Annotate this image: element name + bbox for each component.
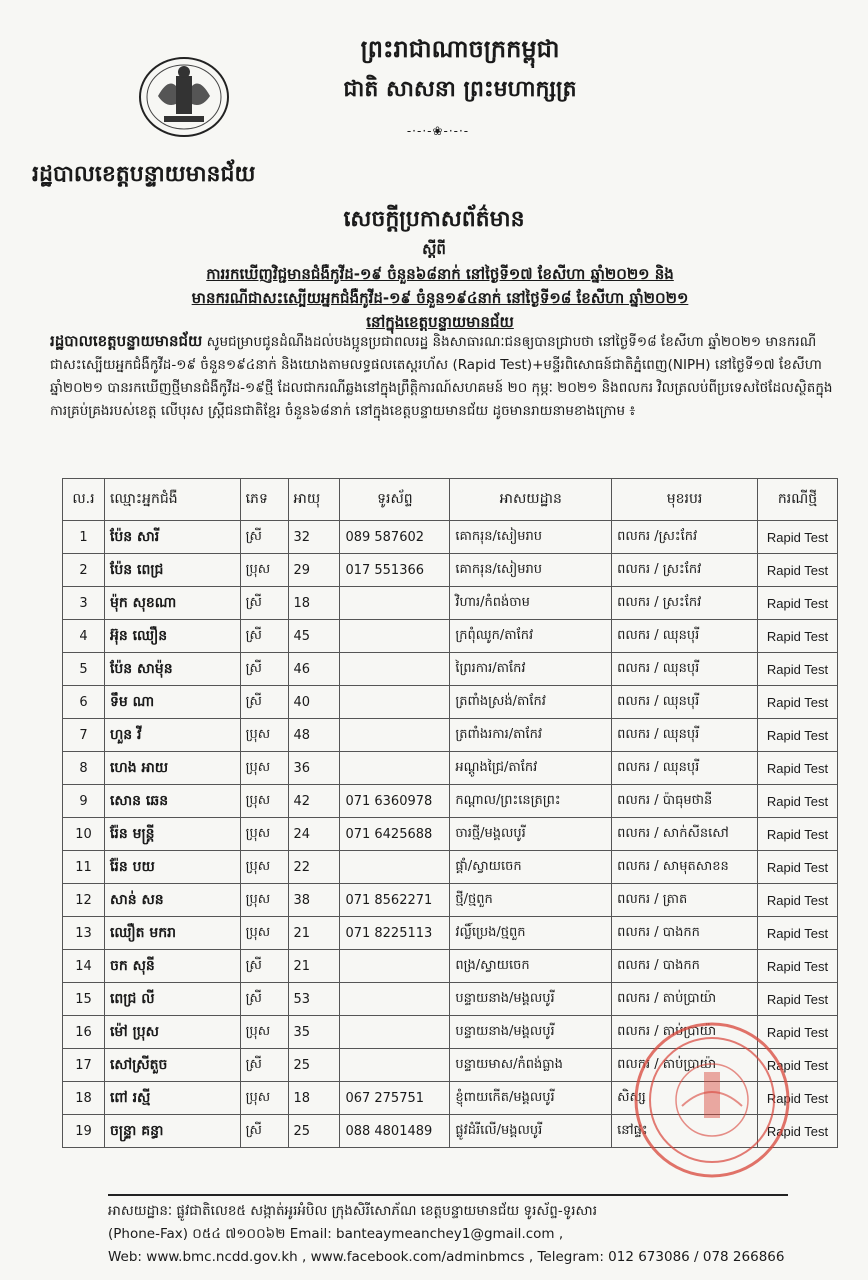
cell-sex: ប្រុស [240,752,288,785]
cell-name: អ៊ុន ឈឿន [104,620,240,653]
cell-phone: 088 4801489 [340,1115,450,1148]
cell-occupation: ពលករ / សាក់សីនសៅ [612,818,758,851]
table-row [63,653,838,686]
table-row [63,521,838,554]
announcement-body [50,330,840,423]
cell-occupation: ពលករ / ស្រះកែវ [612,587,758,620]
cell-occupation: ពលករ / ឈុនបុរី [612,653,758,686]
cell-age: 42 [288,785,340,818]
cell-phone: 067 275751 [340,1082,450,1115]
cell-age: 46 [288,653,340,686]
heading-line-2: មានករណីជាសះស្បើយអ្នកជំងឺកូវីដ-១៩ ចំនួន១៩៤នាក់ នៅថ្ងៃទី១៨ ខែសីហា ឆ្នាំ២០២១ [191,289,689,307]
cell-name: រ៉ែន មន្ត្រី [104,818,240,851]
cell-address: ព្រៃរការ/តាកែវ [450,653,612,686]
cell-name: ពៅ រស្មី [104,1082,240,1115]
cell-address: បន្ទាយនាង/មង្គលបូរី [450,983,612,1016]
footer-phone-email: (Phone-Fax) ០៥៤ ៧១០០៦២ Email: banteaymeanchey1@gmail.com , [108,1226,564,1242]
cell-no: 4 [63,620,105,653]
cell-address: ផ្លូវដំរីលើ/មង្គលបូរី [450,1115,612,1148]
cell-case: Rapid Test [757,884,837,917]
cell-age: 38 [288,884,340,917]
table-row [63,554,838,587]
cell-address: ក្រពុំឈូក/តាកែវ [450,620,612,653]
cell-phone [340,653,450,686]
cell-age: 25 [288,1049,340,1082]
cell-name: រ៉ែន បយ [104,851,240,884]
cell-name: ម៉ៅ ប្រុស [104,1016,240,1049]
cell-name: សោន ឆេន [104,785,240,818]
cell-occupation: ពលករ / តាប់ប្រាយ៉ា [612,1049,758,1082]
cell-age: 21 [288,917,340,950]
national-motto: ជាតិ សាសនា ព្រះមហាក្សត្រ [343,76,577,102]
cell-sex: ប្រុស [240,851,288,884]
cell-name: ហួន វី [104,719,240,752]
cell-sex: ប្រុស [240,554,288,587]
cell-address: ត្រពាំងស្រង់/តាកែវ [450,686,612,719]
cell-case: Rapid Test [757,1115,837,1148]
cell-age: 18 [288,1082,340,1115]
cell-age: 18 [288,587,340,620]
cell-age: 40 [288,686,340,719]
cell-no: 12 [63,884,105,917]
footer-address: អាសយដ្ឋានៈ ផ្លូវជាតិលេខ៥ សង្កាត់អូរអំបិល ក្រុងសិរីសោភ័ណ ខេត្តបន្ទាយមានជ័យ ទូរស័ព្ទ-ទូរសារ [108,1203,597,1219]
cell-age: 25 [288,1115,340,1148]
cell-no: 19 [63,1115,105,1148]
cell-occupation: ពលករ / ត្រាត [612,884,758,917]
cell-occupation: ពលករ / តាប់ប្រាយ៉ា [612,983,758,1016]
cell-address: ផ្គាំ/ស្វាយចេក [450,851,612,884]
cell-age: 32 [288,521,340,554]
column-header: មុខរបរ [612,479,758,521]
cell-sex: ស្រី [240,950,288,983]
cell-sex: ប្រុស [240,719,288,752]
cell-address: អណ្តូងជ្រៃ/តាកែវ [450,752,612,785]
column-header: ទូរស័ព្ទ [340,479,450,521]
cell-sex: ស្រី [240,653,288,686]
cell-name: ប៉ែន ពេជ្រ [104,554,240,587]
cell-no: 8 [63,752,105,785]
cell-sex: ប្រុស [240,818,288,851]
cell-case: Rapid Test [757,1016,837,1049]
table-row [63,917,838,950]
cell-occupation: ពលករ / សាមុតសាខន [612,851,758,884]
column-header: អាយុ [288,479,340,521]
cell-case: Rapid Test [757,521,837,554]
cell-age: 21 [288,950,340,983]
cell-phone [340,1016,450,1049]
cell-address: គោករុន/សៀមរាប [450,521,612,554]
cell-address: បន្ទាយមាស/កំពង់ធ្លាង [450,1049,612,1082]
cell-occupation: ពលករ / ស្រះកែវ [612,554,758,587]
cell-phone [340,1049,450,1082]
cell-address: ខ្ញុំពាយកើត/មង្គលបូរី [450,1082,612,1115]
cell-age: 29 [288,554,340,587]
body-text: សូមជម្រាបជូនដំណឹងដល់បងប្អូនប្រជាពលរដ្ឋ និងសាធារណៈជនឲ្យបានជ្រាបថា នៅថ្ងៃទី១៨ ខែសីហា ឆ្នាំ២០២១ មានករណីជាសះស្បើយអ្នកជំងឺកូវីដ-១៩ ចំនួន១៩៤នាក់ និងយោងតាមលទ្ធផលតេស្តរហ័ស (Rapid Test)+មន្ទីរពិសោធន៍ជាតិភ្នំពេញ(NIPH) នៅថ្ងៃទី១៧ ខែសីហា ឆ្នាំ២០២១ បានរកឃើញថ្មីមានជំងឺកូវីដ-១៩ថ្មី ដែលជាករណីឆ្លងនៅក្នុងព្រឹត្តិការណ៍សហគមន៍ ២០ កុម្ភៈ ២០២១ និងពលករ វិលត្រលប់ពីប្រទេសថៃដែលស្ថិតក្នុងការគ្រប់គ្រងរបស់ខេត្ត លើបុរស ស្ត្រីជនជាតិខ្មែរ ចំនួន៦៨នាក់ នៅក្នុងខេត្តបន្ទាយមានជ័យ ដូចមានរាយនាមខាងក្រោម ៖ [50,334,833,419]
cell-case: Rapid Test [757,554,837,587]
provincial-emblem-icon [138,56,230,138]
table-row [63,818,838,851]
cell-case: Rapid Test [757,917,837,950]
cell-name: ឈឿត មករា [104,917,240,950]
cell-no: 17 [63,1049,105,1082]
table-row [63,752,838,785]
footer-divider [108,1194,788,1196]
cell-sex: ប្រុស [240,884,288,917]
cell-occupation: ពលករ / ឈុនបុរី [612,686,758,719]
footer-web: Web: www.bmc.ncdd.gov.kh , www.facebook.com/adminbmcs , Telegram: 012 673086 / 078 266866 [108,1249,785,1265]
document-heading [80,262,800,334]
table-row [63,686,838,719]
column-header: ភេទ [240,479,288,521]
table-header-row [63,479,838,521]
subject-label: ស្ដីពី [422,240,446,258]
cell-sex: ស្រី [240,1049,288,1082]
cell-age: 36 [288,752,340,785]
cell-sex: ប្រុស [240,917,288,950]
table-row [63,785,838,818]
cell-occupation: ពលករ / តាប់ប្រាយ៉ា [612,1016,758,1049]
cell-address: ត្រពាំងរការ/តាកែវ [450,719,612,752]
table-row [63,983,838,1016]
cell-name: សៅស្រីតួច [104,1049,240,1082]
kingdom-name: ព្រះរាជាណាចក្រកម្ពុជា [360,34,560,63]
cell-no: 3 [63,587,105,620]
cell-age: 22 [288,851,340,884]
cell-no: 7 [63,719,105,752]
cell-case: Rapid Test [757,950,837,983]
cell-occupation: នៅផ្ទះ [612,1115,758,1148]
cell-phone [340,719,450,752]
issuer-name: រដ្ឋបាលខេត្តបន្ទាយមានជ័យ [32,162,256,187]
cell-phone: 071 6425688 [340,818,450,851]
cell-phone: 017 551366 [340,554,450,587]
cell-case: Rapid Test [757,752,837,785]
cell-address: កណ្តាល/ព្រះនេត្រព្រះ [450,785,612,818]
cell-no: 18 [63,1082,105,1115]
cell-sex: ស្រី [240,686,288,719]
table-row [63,950,838,983]
cell-address: បន្ទាយនាង/មង្គលបូរី [450,1016,612,1049]
heading-line-1: ការរកឃើញវិជ្ជមានជំងឺកូវីដ-១៩ ចំនួន៦៨នាក់ នៅថ្ងៃទី១៧ ខែសីហា ឆ្នាំ២០២១ និង [206,265,674,283]
cell-case: Rapid Test [757,587,837,620]
cell-no: 6 [63,686,105,719]
cell-name: ម៉ុក សុខណា [104,587,240,620]
cell-name: ទឹម ណា [104,686,240,719]
column-header: ករណីថ្មី [757,479,837,521]
cell-sex: ប្រុស [240,1082,288,1115]
cell-name: ប៉ែន សារី [104,521,240,554]
cell-no: 14 [63,950,105,983]
cell-occupation: សិស្ស [612,1082,758,1115]
table-row [63,620,838,653]
cell-age: 35 [288,1016,340,1049]
cell-address: គោករុន/សៀមរាប [450,554,612,587]
cell-occupation: ពលករ / ឈុនបុរី [612,752,758,785]
cell-name: សាន់ សន [104,884,240,917]
cell-case: Rapid Test [757,785,837,818]
cell-age: 45 [288,620,340,653]
official-seal-stamp-icon [632,1020,792,1180]
kingdom-header [300,34,620,107]
cell-phone: 089 587602 [340,521,450,554]
cell-no: 2 [63,554,105,587]
cell-case: Rapid Test [757,653,837,686]
cell-phone: 071 8562271 [340,884,450,917]
cell-age: 53 [288,983,340,1016]
cell-case: Rapid Test [757,851,837,884]
cell-address: ចារថ្មី/មង្គលបូរី [450,818,612,851]
cell-phone [340,851,450,884]
cell-address: វិហារ/កំពង់ចាម [450,587,612,620]
cell-occupation: ពលករ / បាងកក [612,950,758,983]
column-header: ឈ្មោះអ្នកជំងឺ [104,479,240,521]
cell-sex: ប្រុស [240,1016,288,1049]
cell-case: Rapid Test [757,818,837,851]
body-lead: រដ្ឋបាលខេត្តបន្ទាយមានជ័យ [50,332,203,350]
cell-occupation: ពលករ / បាងកក [612,917,758,950]
cell-occupation: ពលករ / ឈុនបុរី [612,620,758,653]
cell-sex: ស្រី [240,620,288,653]
cell-no: 16 [63,1016,105,1049]
cell-phone: 071 6360978 [340,785,450,818]
cell-age: 48 [288,719,340,752]
cell-phone [340,950,450,983]
cell-occupation: ពលករ /ស្រះកែវ [612,521,758,554]
table-row [63,851,838,884]
cell-sex: ស្រី [240,983,288,1016]
cell-case: Rapid Test [757,686,837,719]
table-row [63,719,838,752]
cell-name: ចន្ទ្រា គន្ធា [104,1115,240,1148]
cell-phone: 071 8225113 [340,917,450,950]
cell-phone [340,686,450,719]
cell-case: Rapid Test [757,620,837,653]
ornament-divider: -·-·-❀-·-·- [406,124,470,138]
cell-no: 15 [63,983,105,1016]
cell-no: 5 [63,653,105,686]
cell-sex: ស្រី [240,587,288,620]
cell-name: ចក សុនី [104,950,240,983]
cell-no: 13 [63,917,105,950]
cell-occupation: ពលករ / ប៉ាធុមថានី [612,785,758,818]
cell-case: Rapid Test [757,1049,837,1082]
cell-phone [340,752,450,785]
cell-no: 9 [63,785,105,818]
cell-name: ពេជ្រ លី [104,983,240,1016]
cell-name: ហេង អាយ [104,752,240,785]
column-header: ល.រ [63,479,105,521]
cell-sex: ស្រី [240,521,288,554]
cell-phone [340,983,450,1016]
cell-phone [340,620,450,653]
cell-case: Rapid Test [757,1082,837,1115]
cell-sex: ស្រី [240,1115,288,1148]
cell-case: Rapid Test [757,719,837,752]
contact-footer [108,1200,808,1269]
document-title: សេចក្ដីប្រកាសព័ត៌មាន [343,207,525,232]
cell-address: ពង្រ/ស្វាយចេក [450,950,612,983]
cell-occupation: ពលករ / ឈុនបុរី [612,719,758,752]
heading-line-3: នៅក្នុងខេត្តបន្ទាយមានជ័យ [366,313,514,331]
table-row [63,884,838,917]
cell-no: 11 [63,851,105,884]
cell-address: វល្លិ៍ប្រេង/ថ្មពួក [450,917,612,950]
cell-name: ប៉ែន សាម៉ុន [104,653,240,686]
cell-no: 10 [63,818,105,851]
column-header: អាសយដ្ឋាន [450,479,612,521]
cell-no: 1 [63,521,105,554]
cell-sex: ប្រុស [240,785,288,818]
cell-phone [340,587,450,620]
table-row [63,587,838,620]
cell-age: 24 [288,818,340,851]
cell-address: ថ្មី/ថ្មពួក [450,884,612,917]
cell-case: Rapid Test [757,983,837,1016]
